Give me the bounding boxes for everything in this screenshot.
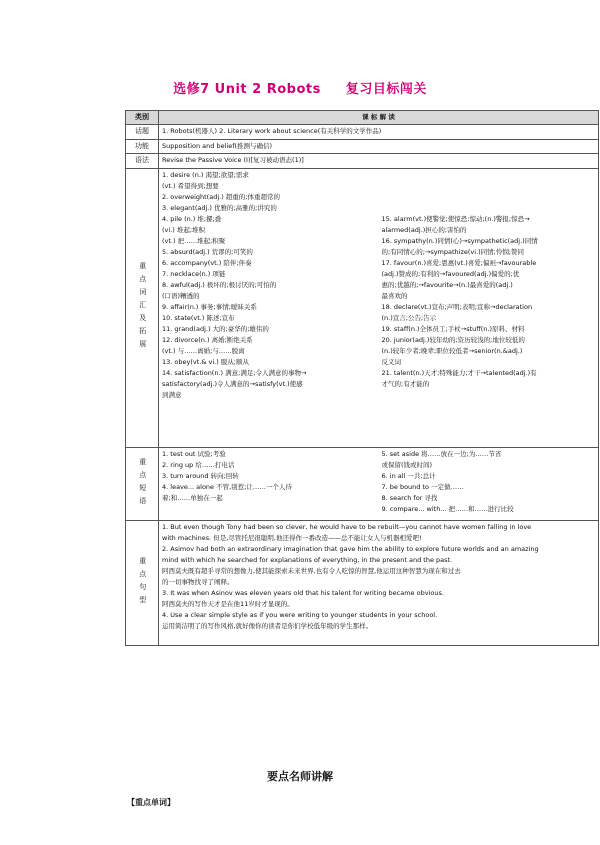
vocab-entry: (vt.) 与……离婚;与……脱离: [162, 346, 245, 355]
phrase-entry: 4. leave... alone 不管,别惹;让……一个人待: [162, 482, 292, 491]
vocab-entry: 14. satisfaction(n.) 满意;满足;令人满意的事物→: [162, 368, 307, 377]
vocab-entry: 16. sympathy(n.)同情(心)→sympathetic(adj.)同情: [381, 236, 538, 245]
vocab-entry: 17. favour(n.)喜爱;恩惠(vt.)喜爱;偏袒→favourable: [381, 258, 537, 267]
vocab-entry: 13. obey(vt.& vi.) 服从;顺从: [162, 357, 249, 366]
vocab-entry: 3. elegant(adj.) 优雅的;高雅的;讲究的: [162, 203, 277, 212]
subsection-title: 【重点单词】: [127, 798, 175, 807]
sentence-line: 的一切事物找寻了阐释。: [162, 577, 234, 586]
vocab-entry: 21. talent(n.)天才;特殊能力;才干→talented(adj.)有: [381, 368, 537, 377]
sentence-line: mind with which he searched for explanations of everything, in the present and the past.: [162, 555, 453, 564]
vocab-entry: 15. alarm(vt.)使警觉;使惊恐;惊动;(n.)警报;惊恐→: [381, 214, 530, 223]
vocab-entry: (vt.) 希望得到;想要: [162, 181, 219, 190]
vocab-entry: 5. absurd(adj.) 荒谬的;可笑的: [162, 247, 253, 256]
grammar-text: Revise the Passive Voice (Ⅰ)[复习被动语态(1)]: [159, 154, 599, 168]
vocab-entry: (n.)宣言;公告;告示: [381, 313, 437, 322]
sentence-line: with machines. 但是,尽管托尼很聪明,他还得作一番改造——总不能让女人与机器相爱吧!: [162, 533, 422, 542]
vocab-label: 重点词汇及拓展: [126, 168, 159, 447]
row-sentences: [126, 520, 599, 645]
topic-label: 话题: [126, 125, 159, 139]
vocab-entry: (n.)较年少者;晚辈;职位较低者→senior(n.&adj.): [381, 346, 523, 355]
phrases-left-column: [162, 450, 376, 516]
sentence-line: 阿西莫夫既有超乎寻常的想像力,使其能探索未来世界,也有令人吃惊的智慧,他运用这种智慧为现在和过去: [162, 566, 461, 575]
grammar-label: 语法: [126, 154, 159, 168]
vocab-entry: 8. awful(adj.) 极坏的;极讨厌的;可怕的: [162, 280, 277, 289]
sentence-line: 3. It was when Asinov was eleven years old that his talent for writing became obvious.: [162, 588, 444, 597]
review-table: [125, 110, 599, 646]
vocab-entry: (adj.)赞成的;有利的→favoured(adj.)偏爱的;优: [381, 269, 520, 278]
title-sub: 复习目标闯关: [345, 82, 427, 97]
sentence-line: 运用简洁明了的写作风格,就好像你的读者是你们学校低年级的学生那样。: [162, 621, 373, 630]
header-category: 类别: [126, 111, 159, 125]
sentences-label: 重点句型: [126, 520, 159, 645]
title-main: 选修7 Unit 2 Robots: [173, 82, 321, 97]
vocab-entry: 10. state(vt.) 陈述;宣布: [162, 313, 235, 322]
vocab-entry: 惠的;优越的;→favourite→(n.)最喜爱的(adj.): [381, 280, 513, 289]
vocab-entry: 4. pile (n.) 堆;摞;叠: [162, 214, 222, 223]
row-grammar: [126, 154, 599, 168]
vocab-entry: 6. accompany(vt.) 陪伴;伴奏: [162, 258, 252, 267]
sentences-content: [159, 520, 599, 645]
vocab-entry: 到满意: [162, 390, 182, 399]
vocab-entry: (口语)糟透的: [162, 291, 200, 300]
page-title: [0, 78, 600, 97]
vocab-entry: 12. divorce(n.) 离婚;断绝关系: [162, 335, 253, 344]
phrases-right-column: [382, 450, 596, 516]
vocab-entry: 最喜欢的: [381, 291, 408, 300]
topic-text: 1. Robots(机器人) 2. Literary work about science(有关科学的文学作品): [159, 125, 599, 139]
vocab-entry: alarmed(adj.)担心的;害怕的: [381, 225, 467, 234]
phrase-entry: 6. in all 一共;总计: [381, 471, 436, 480]
row-function: [126, 139, 599, 153]
vocab-left-column: [162, 171, 376, 402]
sentence-line: 2. Asimov had both an extraordinary imagination that gave him the ability to explore future worlds and an amazing: [162, 544, 539, 553]
vocab-entry: 才气的;有才能的: [381, 379, 430, 388]
vocab-entry: 20. junior(adj.)较年幼的;资历较浅的;地位较低的: [381, 335, 525, 344]
vocab-entry: 的;有同情心的;→sympathize(vi.)同情;怜悯;赞同: [381, 247, 525, 256]
vocab-entry: 19. staff(n.)全体员工;手杖→stuff(n.)原料、材料: [381, 324, 525, 333]
vocab-entry: 2. overweight(adj.) 超重的;体重超常的: [162, 192, 280, 201]
phrase-entry: 3. turn around 转向;回转: [162, 471, 239, 480]
sentence-line: 4. Use a clear simple style as if you were writing to younger students in your school.: [162, 610, 438, 619]
vocab-right-column: [382, 171, 596, 402]
vocab-entry: satisfactory(adj.)令人满意的→satisfy(vt.)使感: [162, 379, 303, 388]
header-description: 课 标 解 读: [159, 111, 599, 125]
vocab-entry: (vt.) 把……堆起;积聚: [162, 236, 226, 245]
phrase-entry: 9. compare... with... 把……和……进行比较: [381, 504, 514, 513]
sentence-line: 1. But even though Tony had been so clever, he would have to be rebuilt—you cannot have women falling in love: [162, 522, 532, 531]
phrase-entry: 8. search for 寻找: [381, 493, 438, 502]
sentence-line: 阿西莫夫的写作天才是在他11岁时才显现的。: [162, 599, 294, 608]
vocab-entry: 9. affair(n.) 事务;事情;暧昧关系: [162, 302, 257, 311]
section-title: 要点名师讲解: [267, 770, 333, 783]
phrase-entry: 5. set aside 将……放在一边;为……节省: [381, 449, 502, 458]
phrases-label: 重点短语: [126, 447, 159, 520]
vocab-entry: 18. declare(vt.)宣布;声明;表明;宣称→declaration: [381, 302, 533, 311]
phrase-entry: 1. test out 试验;考验: [162, 449, 226, 458]
phrase-entry: 或保留(钱或时间): [381, 460, 433, 469]
phrase-entry: 2. ring up 给……打电话: [162, 460, 235, 469]
function-label: 功能: [126, 139, 159, 153]
row-vocab: [126, 168, 599, 447]
vocab-entry: 7. necklace(n.) 项链: [162, 269, 226, 278]
table-header: [126, 111, 599, 125]
vocab-entry: 1. desire (n.) 渴望;欲望;需求: [162, 170, 249, 179]
function-text: Supposition and belief(推测与确信): [159, 139, 599, 153]
row-phrases: [126, 447, 599, 520]
row-topic: [126, 125, 599, 139]
phrase-entry: 着;和……单独在一起: [162, 493, 223, 502]
vocab-entry: 11. grand(adj.) 大的;豪华的;雄伟的: [162, 324, 269, 333]
phrase-entry: 7. be bound to 一定做……: [381, 482, 464, 491]
vocab-entry: 反义词: [381, 357, 401, 366]
vocab-entry: (vi.) 堆起;堆积: [162, 225, 206, 234]
